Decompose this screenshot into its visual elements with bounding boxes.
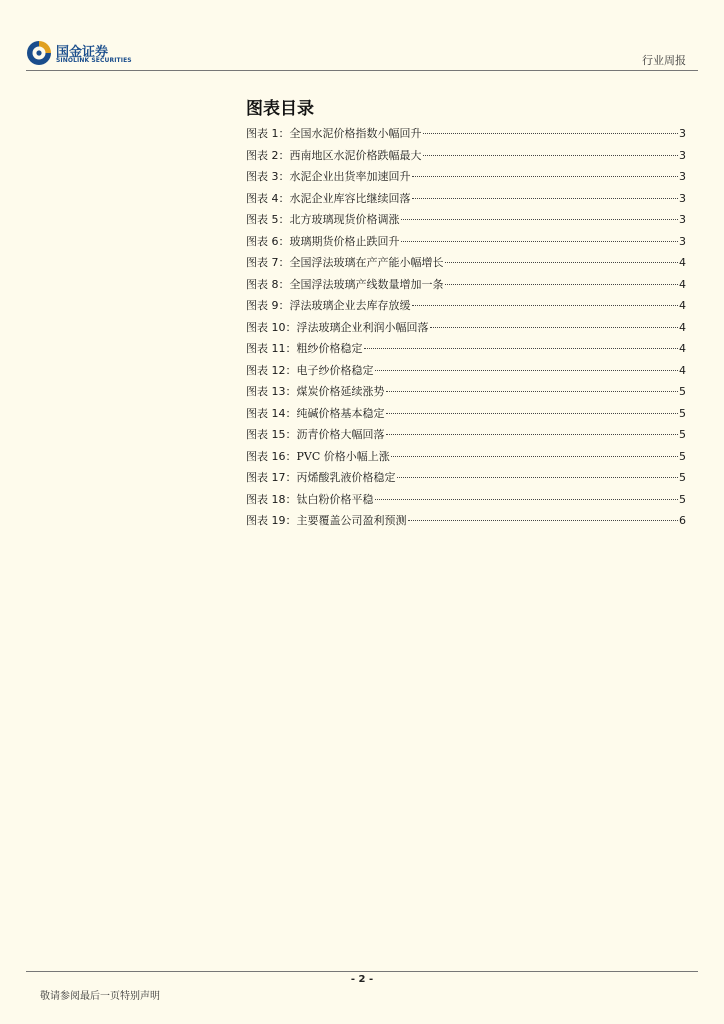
toc-entry[interactable] bbox=[246, 317, 686, 339]
toc-entry-prefix: 图表 bbox=[246, 191, 268, 205]
toc-entry[interactable] bbox=[246, 467, 686, 489]
toc-entry-label bbox=[246, 338, 363, 360]
toc-entry[interactable] bbox=[246, 231, 686, 253]
toc-entry-colon: ： bbox=[278, 234, 290, 248]
toc-entry-label bbox=[246, 446, 390, 468]
toc-entry-label bbox=[246, 489, 374, 511]
toc-entry-text: 主要覆盖公司盈利预测 bbox=[296, 514, 407, 527]
toc-entry-text: 沥青价格大幅回落 bbox=[296, 428, 385, 441]
toc-entry-page: 6 bbox=[679, 514, 686, 527]
toc-entry-text: 水泥企业出货率加速回升 bbox=[289, 170, 411, 183]
toc-dot-leader bbox=[386, 434, 679, 435]
toc-entry-colon: ： bbox=[278, 127, 290, 140]
toc-entry-prefix: 图表 bbox=[246, 256, 268, 269]
toc-entry-prefix: 图表 bbox=[246, 299, 268, 312]
toc-entry-label bbox=[246, 295, 411, 317]
toc-entry-page: 3 bbox=[679, 127, 686, 140]
figure-toc-list bbox=[246, 123, 686, 532]
toc-entry[interactable] bbox=[246, 252, 686, 274]
toc-entry-colon: ： bbox=[278, 256, 290, 269]
page-header bbox=[0, 0, 724, 70]
toc-dot-leader bbox=[412, 305, 679, 306]
toc-entry[interactable] bbox=[246, 338, 686, 360]
toc-entry-colon: ： bbox=[285, 406, 297, 420]
toc-entry-colon: ： bbox=[278, 148, 290, 162]
toc-entry-colon: ： bbox=[285, 428, 297, 441]
company-logo bbox=[26, 40, 134, 68]
toc-entry-page: 5 bbox=[679, 449, 686, 463]
toc-entry-colon: ： bbox=[278, 191, 290, 205]
toc-entry-number: 19 bbox=[271, 514, 286, 527]
toc-entry-colon: ： bbox=[285, 363, 297, 377]
toc-entry-number: 9 bbox=[271, 299, 279, 312]
toc-dot-leader bbox=[412, 198, 679, 199]
toc-dot-leader bbox=[445, 262, 679, 263]
toc-entry-prefix: 图表 bbox=[246, 127, 268, 140]
disclaimer-text: 敬请参阅最后一页特别声明 bbox=[40, 991, 160, 1002]
toc-dot-leader bbox=[408, 520, 679, 521]
toc-entry-prefix: 图表 bbox=[246, 170, 268, 183]
toc-entry-number: 16 bbox=[271, 449, 286, 463]
toc-dot-leader bbox=[375, 499, 679, 500]
toc-entry-label bbox=[246, 231, 400, 253]
toc-entry-label bbox=[246, 252, 444, 274]
toc-dot-leader bbox=[364, 348, 679, 349]
brand-name-en: SINOLINK SECURITIES bbox=[56, 57, 132, 64]
sinolink-logo-icon bbox=[26, 40, 52, 66]
toc-entry[interactable] bbox=[246, 274, 686, 296]
toc-entry-number: 2 bbox=[271, 148, 279, 162]
page-number: - 2 - bbox=[350, 974, 374, 985]
toc-entry-text: 钛白粉价格平稳 bbox=[296, 492, 374, 506]
toc-entry-label bbox=[246, 360, 374, 382]
toc-entry-text: 浮法玻璃企业利润小幅回落 bbox=[296, 320, 429, 334]
brand-name-cn: 国金证券 bbox=[56, 45, 109, 60]
toc-dot-leader bbox=[423, 155, 679, 156]
toc-entry[interactable] bbox=[246, 188, 686, 210]
toc-entry-prefix: 图表 bbox=[246, 234, 268, 248]
toc-entry-number: 8 bbox=[271, 277, 279, 291]
toc-entry-page: 3 bbox=[679, 148, 686, 162]
toc-entry-prefix: 图表 bbox=[246, 514, 268, 527]
toc-entry-text: PVC 价格小幅上涨 bbox=[296, 449, 390, 463]
toc-entry-text: 水泥企业库容比继续回落 bbox=[289, 191, 411, 205]
toc-entry-colon: ： bbox=[285, 449, 297, 463]
toc-entry-text: 电子纱价格稳定 bbox=[296, 363, 374, 377]
toc-entry[interactable] bbox=[246, 166, 686, 188]
toc-dot-leader bbox=[391, 456, 678, 457]
toc-entry-page: 5 bbox=[679, 492, 686, 506]
toc-entry-label bbox=[246, 123, 422, 145]
toc-entry-colon: ： bbox=[285, 492, 297, 506]
toc-entry[interactable] bbox=[246, 424, 686, 446]
toc-entry[interactable] bbox=[246, 446, 686, 468]
toc-entry-number: 13 bbox=[271, 385, 286, 398]
toc-entry-page: 5 bbox=[679, 471, 686, 484]
toc-entry-text: 丙烯酸乳液价格稳定 bbox=[296, 471, 396, 484]
toc-entry-prefix: 图表 bbox=[246, 449, 268, 463]
toc-entry-label bbox=[246, 510, 407, 532]
toc-entry-page: 4 bbox=[679, 363, 686, 377]
toc-entry[interactable] bbox=[246, 510, 686, 532]
toc-entry[interactable] bbox=[246, 123, 686, 145]
toc-entry-colon: ： bbox=[285, 471, 297, 484]
toc-entry-number: 7 bbox=[271, 256, 279, 269]
toc-entry-text: 北方玻璃现货价格调涨 bbox=[289, 213, 400, 226]
toc-entry-page: 4 bbox=[679, 256, 686, 269]
toc-dot-leader bbox=[375, 370, 679, 371]
toc-title: 图表目录 bbox=[246, 99, 314, 119]
toc-entry-page: 3 bbox=[679, 191, 686, 205]
toc-entry-text: 煤炭价格延续涨势 bbox=[296, 385, 385, 398]
toc-dot-leader bbox=[423, 133, 679, 134]
toc-entry-colon: ： bbox=[278, 299, 290, 312]
toc-entry-text: 全国浮法玻璃在产产能小幅增长 bbox=[289, 256, 444, 269]
toc-entry-text: 玻璃期货价格止跌回升 bbox=[289, 234, 400, 248]
toc-entry-number: 6 bbox=[271, 234, 279, 248]
toc-entry-label bbox=[246, 403, 385, 425]
toc-dot-leader bbox=[386, 413, 679, 414]
toc-entry-number: 4 bbox=[271, 191, 279, 205]
toc-entry-prefix: 图表 bbox=[246, 471, 268, 484]
toc-entry-page: 4 bbox=[679, 277, 686, 291]
toc-entry-number: 1 bbox=[271, 127, 279, 140]
toc-entry-number: 14 bbox=[271, 406, 286, 420]
toc-entry-text: 全国浮法玻璃产线数量增加一条 bbox=[289, 277, 444, 291]
toc-entry-prefix: 图表 bbox=[246, 213, 268, 226]
toc-entry-number: 11 bbox=[271, 342, 286, 355]
toc-entry-page: 5 bbox=[679, 428, 686, 441]
toc-entry[interactable] bbox=[246, 403, 686, 425]
toc-dot-leader bbox=[401, 219, 679, 220]
toc-entry[interactable] bbox=[246, 489, 686, 511]
toc-entry-text: 粗纱价格稳定 bbox=[296, 342, 363, 355]
toc-dot-leader bbox=[397, 477, 679, 478]
toc-entry-page: 5 bbox=[679, 406, 686, 420]
toc-entry-label bbox=[246, 188, 411, 210]
toc-entry-number: 5 bbox=[271, 213, 279, 226]
toc-entry-colon: ： bbox=[285, 514, 297, 527]
footer-divider bbox=[26, 971, 698, 972]
toc-entry-number: 12 bbox=[271, 363, 286, 377]
toc-entry[interactable] bbox=[246, 295, 686, 317]
toc-entry-page: 4 bbox=[679, 320, 686, 334]
header-divider bbox=[26, 70, 698, 71]
toc-dot-leader bbox=[445, 284, 679, 285]
toc-entry-prefix: 图表 bbox=[246, 492, 268, 506]
report-type-label: 行业周报 bbox=[642, 54, 686, 67]
toc-entry-colon: ： bbox=[278, 277, 290, 291]
toc-entry-prefix: 图表 bbox=[246, 385, 268, 398]
toc-entry-colon: ： bbox=[278, 170, 290, 183]
toc-entry-label bbox=[246, 209, 400, 231]
toc-entry-label bbox=[246, 145, 422, 167]
toc-entry[interactable] bbox=[246, 145, 686, 167]
toc-dot-leader bbox=[401, 241, 679, 242]
toc-entry-page: 5 bbox=[679, 385, 686, 398]
toc-entry-page: 4 bbox=[679, 342, 686, 355]
toc-entry-text: 纯碱价格基本稳定 bbox=[296, 406, 385, 420]
toc-entry-label bbox=[246, 424, 385, 446]
toc-dot-leader bbox=[386, 391, 679, 392]
toc-entry-page: 3 bbox=[679, 170, 686, 183]
toc-dot-leader bbox=[412, 176, 679, 177]
toc-entry-prefix: 图表 bbox=[246, 320, 268, 334]
toc-entry-number: 18 bbox=[271, 492, 286, 506]
toc-entry-prefix: 图表 bbox=[246, 363, 268, 377]
toc-dot-leader bbox=[430, 327, 679, 328]
toc-entry-label bbox=[246, 166, 411, 188]
toc-entry-page: 3 bbox=[679, 213, 686, 226]
toc-entry-text: 全国水泥价格指数小幅回升 bbox=[289, 127, 422, 140]
toc-entry-label bbox=[246, 467, 396, 489]
toc-entry-label bbox=[246, 317, 429, 339]
toc-entry-number: 17 bbox=[271, 471, 286, 484]
toc-entry-prefix: 图表 bbox=[246, 148, 268, 162]
toc-entry-page: 3 bbox=[679, 234, 686, 248]
toc-entry[interactable] bbox=[246, 381, 686, 403]
toc-entry-colon: ： bbox=[285, 342, 297, 355]
toc-entry-prefix: 图表 bbox=[246, 342, 268, 355]
toc-entry-prefix: 图表 bbox=[246, 428, 268, 441]
toc-entry-text: 西南地区水泥价格跌幅最大 bbox=[289, 148, 422, 162]
toc-entry-colon: ： bbox=[285, 320, 297, 334]
toc-entry-label bbox=[246, 381, 385, 403]
toc-entry[interactable] bbox=[246, 360, 686, 382]
toc-entry-prefix: 图表 bbox=[246, 277, 268, 291]
toc-entry-number: 3 bbox=[271, 170, 279, 183]
toc-entry-label bbox=[246, 274, 444, 296]
toc-entry-number: 15 bbox=[271, 428, 286, 441]
toc-entry-text: 浮法玻璃企业去库存放缓 bbox=[289, 299, 411, 312]
toc-entry-number: 10 bbox=[271, 320, 286, 334]
toc-entry[interactable] bbox=[246, 209, 686, 231]
toc-entry-colon: ： bbox=[278, 213, 290, 226]
toc-entry-prefix: 图表 bbox=[246, 406, 268, 420]
toc-entry-page: 4 bbox=[679, 299, 686, 312]
toc-entry-colon: ： bbox=[285, 385, 297, 398]
